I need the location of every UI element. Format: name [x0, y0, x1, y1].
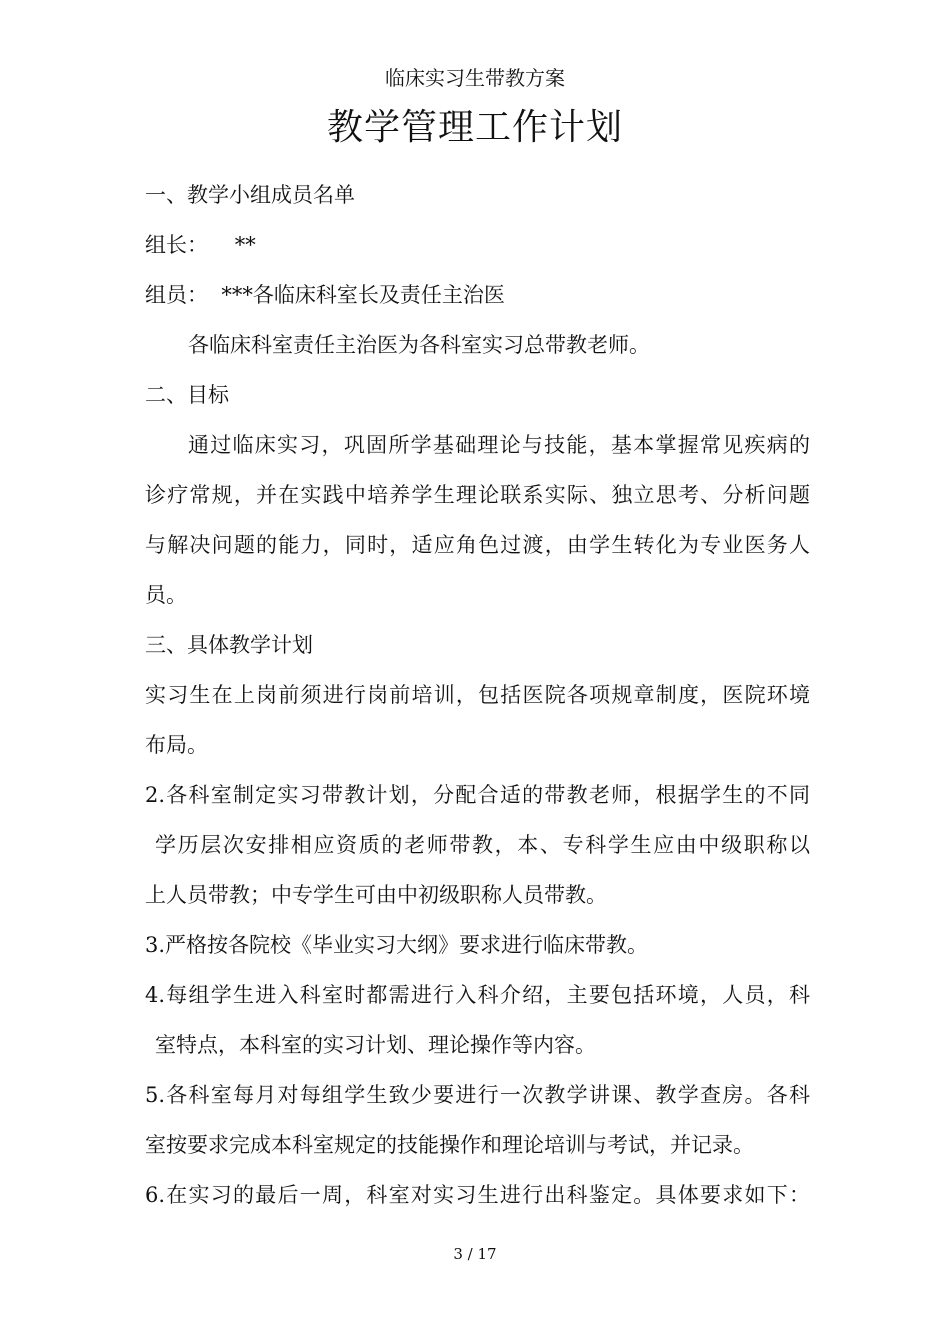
goal-paragraph-line: 通过临床实习，巩固所学基础理论与技能，基本掌握常见疾病的 — [188, 433, 810, 457]
plan-item-5-line: 5.各科室每月对每组学生致少要进行一次教学讲课、教学查房。各科 — [145, 1083, 810, 1107]
team-leader-line: 组长： ** — [145, 233, 256, 257]
document-header: 临床实习生带教方案 — [385, 66, 565, 90]
plan-item-4-line: 室特点，本科室的实习计划、理论操作等内容。 — [155, 1033, 596, 1057]
page-title: 教学管理工作计划 — [326, 107, 623, 148]
section-heading-goal: 二、目标 — [145, 383, 229, 407]
goal-paragraph-line: 员。 — [145, 583, 187, 607]
plan-item-1-line: 布局。 — [145, 733, 208, 757]
plan-item-2-line: 上人员带教；中专学生可由中初级职称人员带教。 — [145, 883, 607, 907]
document-body — [145, 170, 810, 1220]
team-members-line: 组员： ***各临床科室长及责任主治医 — [145, 283, 505, 307]
plan-item-3: 3.严格按各院校《毕业实习大纲》要求进行临床带教。 — [145, 933, 649, 957]
section-heading-plan: 三、具体教学计划 — [145, 633, 313, 657]
plan-item-4-line: 4.每组学生进入科室时都需进行入科介绍，主要包括环境，人员，科 — [145, 983, 810, 1007]
goal-paragraph-line: 与解决问题的能力，同时，适应角色过渡，由学生转化为专业医务人 — [145, 533, 810, 557]
members-note: 各临床科室责任主治医为各科室实习总带教老师。 — [188, 333, 650, 357]
plan-item-2-line: 2.各科室制定实习带教计划，分配合适的带教老师，根据学生的不同 — [145, 783, 810, 807]
plan-item-1-line: 实习生在上岗前须进行岗前培训，包括医院各项规章制度，医院环境 — [145, 683, 810, 707]
plan-item-5-line: 室按要求完成本科室规定的技能操作和理论培训与考试，并记录。 — [145, 1133, 754, 1157]
plan-item-2-line: 学历层次安排相应资质的老师带教，本、专科学生应由中级职称以 — [155, 833, 810, 857]
section-heading-members: 一、教学小组成员名单 — [145, 183, 355, 207]
plan-item-6: 6.在实习的最后一周，科室对实习生进行出科鉴定。具体要求如下： — [145, 1183, 810, 1207]
page-number: 3 / 17 — [453, 1245, 497, 1263]
goal-paragraph-line: 诊疗常规，并在实践中培养学生理论联系实际、独立思考、分析问题 — [145, 483, 810, 507]
